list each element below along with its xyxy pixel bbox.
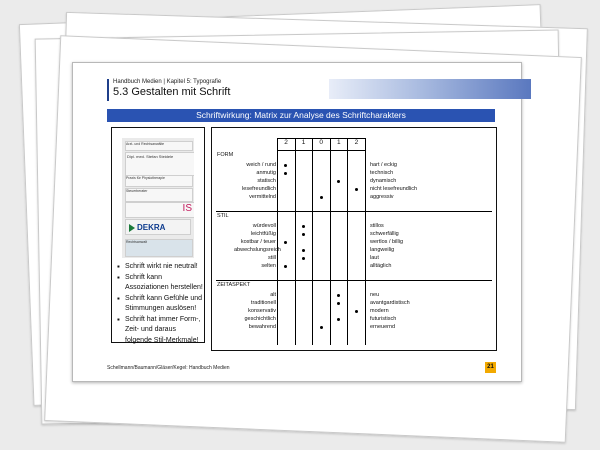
photo-sign: Rechtsanwalt [125,239,193,257]
rating-dot [302,249,305,252]
attribute-right: avantgardistisch [370,300,410,306]
rating-dot [284,172,287,175]
attribute-right: laut [370,255,379,261]
bullet-item: ▪ Schrift hat immer Form-, Zeit- und daraus folgende Stil-Merkmale! [116,315,204,347]
bullet-item: ▪ Schrift kann Gefühle und Stimmungen auslösen! [116,294,204,315]
page-number-badge: 21 [485,362,496,373]
matrix-column-line [365,138,366,345]
rating-dot [284,265,287,268]
rating-dot [337,318,340,321]
bullet-item: ▪ Schrift kann Assoziationen herstellen! [116,273,204,294]
photo-sign: Dipl. med. Stefan Steidele [125,152,194,176]
attribute-right: erneuernd [370,324,396,330]
rating-dot [355,310,358,313]
dekra-label: DEKRA [137,223,166,232]
attribute-right: modern [370,308,389,314]
rating-dot [284,164,287,167]
footer-credit: Schellmann/Baumann/Gläser/Kegel: Handbuch Medien [107,365,230,371]
attribute-left: leichtfüßig [250,231,276,237]
attribute-left: geschichtlich [244,316,276,322]
matrix-column-line [277,138,278,345]
attribute-right: stillos [370,223,384,229]
attribute-right: aggressiv [370,194,394,200]
photo-sign: Praxis für Physiotherapie [125,175,193,187]
page-title: 5.3 Gestalten mit Schrift [113,86,231,98]
scale-label: 2 [354,139,359,146]
section-divider [216,211,492,212]
scale-label: 1 [336,139,341,146]
rating-dot [337,302,340,305]
attribute-left: würdevoll [252,223,276,229]
attribute-right: nicht lesefreundlich [370,186,418,192]
breadcrumb: Handbuch Medien | Kapitel 5: Typografie [113,79,222,85]
attribute-left: konservativ [248,308,276,314]
rating-dot [320,196,323,199]
rating-dot [302,257,305,260]
bullet-item: ▪ Schrift wirkt nie neutral! [116,262,204,273]
attribute-left: abwechslungsreich [234,247,281,253]
scale-label: 1 [301,139,306,146]
matrix-column-line [295,138,296,345]
section-title: FORM [217,152,234,158]
rating-dot [302,233,305,236]
attribute-right: alltäglich [370,263,392,269]
attribute-left: lesefreundlich [242,186,276,192]
section-title: STIL [217,213,229,219]
section-title: ZEITASPEKT [217,282,251,288]
dekra-arrow-icon [129,224,135,232]
matrix-banner: Schriftwirkung: Matrix zur Analyse des Schriftcharakters [107,109,495,122]
attribute-left: still [268,255,276,261]
photo-sign: Arzt- und Rechtsanwälte [125,141,193,151]
slide-page [72,62,522,382]
attribute-right: schwerfällig [370,231,399,237]
analysis-matrix [211,127,497,351]
attribute-right: futuristisch [370,316,397,322]
rating-dot [302,225,305,228]
rating-dot [320,326,323,329]
scale-label: 0 [319,139,323,146]
photo-sign-logo: IS [125,202,194,218]
rating-dot [284,241,287,244]
attribute-right: technisch [370,170,394,176]
attribute-left: bewahrend [248,324,276,330]
example-panel [111,127,205,343]
matrix-column-line [312,138,313,345]
bullet-list [116,262,204,346]
signboard-photo [122,138,194,258]
attribute-right: langweilig [370,247,395,253]
attribute-right: neu [370,292,380,298]
attribute-left: statisch [257,178,276,184]
attribute-right: hart / eckig [370,162,397,168]
scale-label: 2 [284,139,288,146]
attribute-left: kostbar / teuer [240,239,276,245]
attribute-right: dynamisch [370,178,397,184]
dekra-sign [125,219,191,235]
rating-dot [337,294,340,297]
rating-dot [337,180,340,183]
attribute-left: traditionell [250,300,276,306]
slide-header [107,79,495,101]
rating-dot [355,188,358,191]
attribute-right: wertlos / billig [370,239,404,245]
section-divider [216,280,492,281]
photo-sign: Steuerberater [125,188,193,202]
attribute-left: alt [270,292,276,298]
matrix-column-line [347,138,348,345]
header-gradient-bar [329,79,531,99]
matrix-column-line [330,138,331,345]
attribute-left: selten [261,263,276,269]
attribute-left: anmutig [256,170,276,176]
attribute-left: weich / rund [246,162,276,168]
attribute-left: vermittelnd [249,194,276,200]
